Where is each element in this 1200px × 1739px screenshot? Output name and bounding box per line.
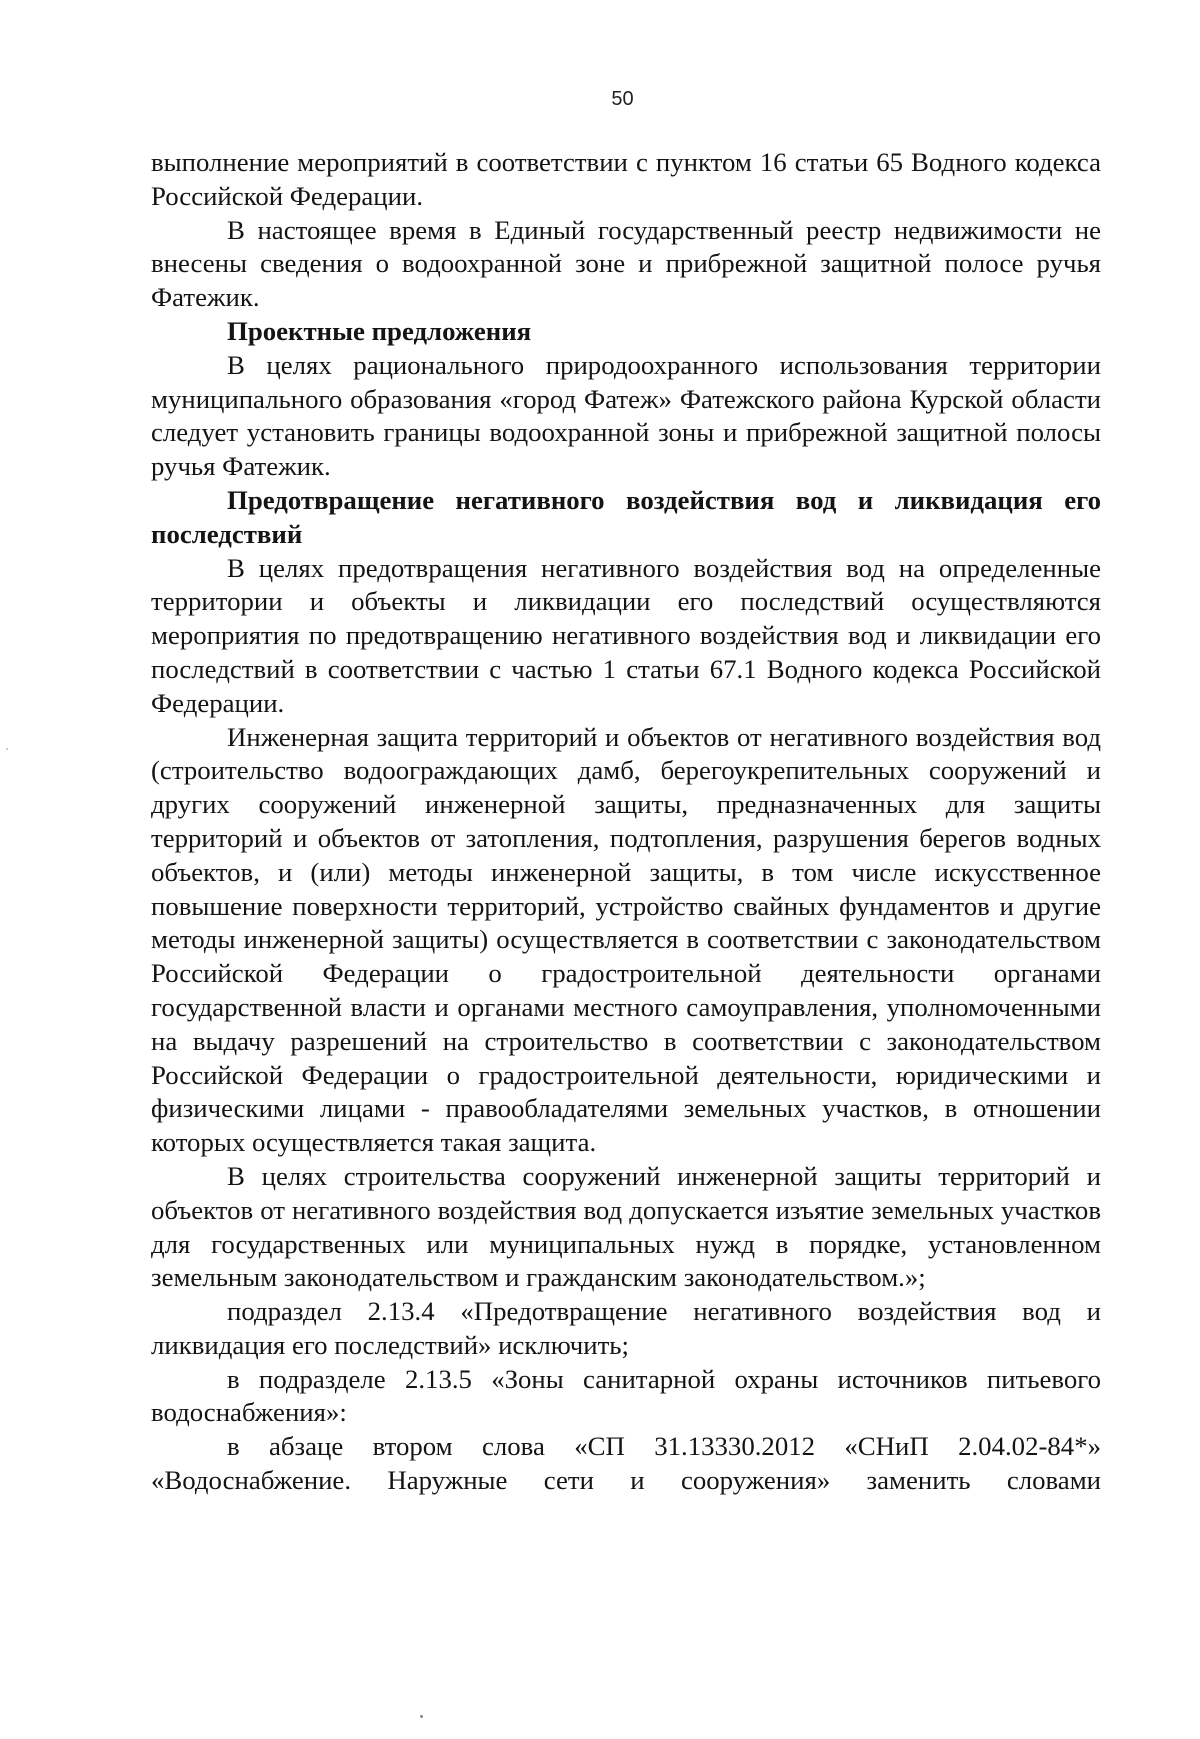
- paragraph-6: В целях строительства сооружений инженерной защиты территорий и объектов от негативного воздействия вод допускается изъятие земельных участков для государственных или муниципальных нужд в порядке, установленном земельным законодательством и гражданским законодательством.»;: [151, 1160, 1101, 1293]
- paragraph-9: в абзаце втором слова «СП 31.13330.2012 «СНиП 2.04.02-84*» «Водоснабжение. Наружные сети и сооружения» заменить словами: [151, 1431, 1101, 1496]
- document-body: [151, 146, 1101, 1498]
- page-number: 50: [611, 88, 634, 110]
- section-heading-prevention: Предотвращение негативного воздействия вод и ликвидация его последствий: [151, 484, 1101, 549]
- paragraph-7: подраздел 2.13.4 «Предотвращение негативного воздействия вод и ликвидация его последствий» исключить;: [151, 1296, 1101, 1360]
- scan-artifact: [420, 1715, 423, 1718]
- paragraph-8: в подразделе 2.13.5 «Зоны санитарной охраны источников питьевого водоснабжения»:: [151, 1363, 1101, 1428]
- paragraph-3: В целях рационального природоохранного использования территории муниципального образования «город Фатеж» Фатежского района Курской области следует установить границы водоохранной зоны и прибрежной защитной полосы ручья Фатежик.: [151, 349, 1101, 482]
- paragraph-4: В целях предотвращения негативного воздействия вод на определенные территории и объекты и ликвидации его последствий осуществляются мероприятия по предотвращению негативного воздействия вод и ликвидации его последствий в соответствии с частью 1 статьи 67.1 Водного кодекса Российской Федерации.: [151, 552, 1101, 718]
- paragraph-5: Инженерная защита территорий и объектов от негативного воздействия вод (строительство водоограждающих дамб, берегоукрепительных сооружений и других сооружений инженерной защиты, предназначенных для защиты территорий и объектов от затопления, подтопления, разрушения берегов водных объектов, и (или) методы инженерной защиты, в том числе искусственное повышение поверхности территорий, устройство свайных фундаментов и другие методы инженерной защиты) осуществляется в соответствии с законодательством Российской Федерации о градостроительной деятельности органами государственной власти и органами местного самоуправления, уполномоченными на выдачу разрешений на строительство в соответствии с законодательством Российской Федерации о градостроительной деятельности, юридическими и физическими лицами - правообладателями земельных участков, в отношении которых осуществляется такая защита.: [151, 721, 1101, 1158]
- scan-artifact: [6, 748, 8, 750]
- section-heading-project-proposals: Проектные предложения: [227, 315, 532, 346]
- paragraph-1: выполнение мероприятий в соответствии с пунктом 16 статьи 65 Водного кодекса Российской Федерации.: [151, 147, 1101, 211]
- paragraph-2: В настоящее время в Единый государственный реестр недвижимости не внесены сведения о водоохранной зоне и прибрежной защитной полосе ручья Фатежик.: [151, 214, 1101, 313]
